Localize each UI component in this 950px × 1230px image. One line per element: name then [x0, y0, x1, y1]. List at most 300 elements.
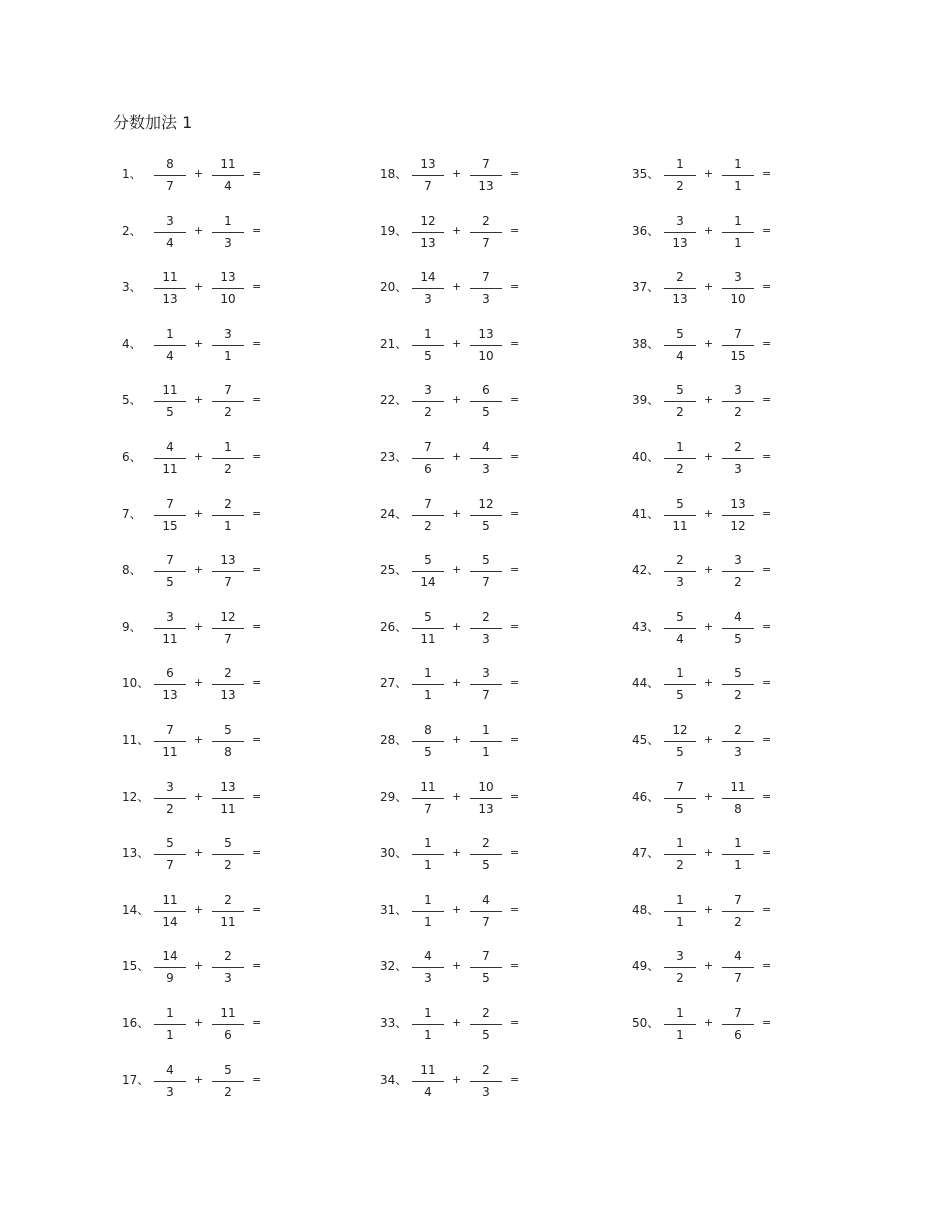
- fraction-bar: [664, 628, 696, 629]
- fraction-numerator: 12: [672, 722, 688, 737]
- plus-sign: +: [194, 902, 204, 916]
- problem-row: [0, 372, 262, 429]
- problem-number: 13、: [122, 846, 150, 861]
- problem-number: 29、: [380, 789, 408, 804]
- fraction-addend-1: [412, 833, 444, 873]
- equals-sign: =: [762, 223, 772, 237]
- fraction-bar: [470, 628, 502, 629]
- equals-sign: =: [762, 280, 772, 294]
- fraction-addend-2: [212, 550, 244, 590]
- problem-row: [258, 486, 520, 543]
- fraction-addend-1: [412, 1060, 444, 1100]
- fraction-denominator: 2: [424, 405, 432, 420]
- problem-number: 47、: [632, 846, 660, 861]
- fraction-numerator: 11: [420, 1062, 436, 1077]
- fraction-addend-1: [412, 1003, 444, 1043]
- fraction-addend-2: [722, 890, 754, 930]
- fraction-denominator: 7: [166, 179, 174, 193]
- problem-number: 4、: [122, 336, 142, 351]
- fraction-denominator: 3: [224, 235, 232, 250]
- fraction-bar: [154, 967, 186, 968]
- fraction-bar: [470, 175, 502, 176]
- fraction-numerator: 11: [162, 383, 178, 398]
- fraction-denominator: 3: [424, 971, 432, 986]
- problem-row: [258, 882, 520, 939]
- fraction-denominator: 1: [482, 744, 490, 759]
- fraction-bar: [722, 458, 754, 459]
- fraction-numerator: 7: [734, 892, 742, 907]
- fraction-bar: [722, 232, 754, 233]
- equals-sign: =: [510, 167, 520, 180]
- fraction-addend-1: [412, 663, 444, 703]
- fraction-addend-1: [154, 437, 186, 477]
- fraction-numerator: 5: [676, 496, 684, 511]
- fraction-denominator: 7: [424, 179, 432, 193]
- fraction-numerator: 13: [420, 157, 436, 171]
- fraction-addend-1: [154, 720, 186, 760]
- equals-sign: =: [510, 280, 520, 294]
- equals-sign: =: [762, 449, 772, 463]
- plus-sign: +: [194, 1015, 204, 1029]
- problem-number: 28、: [380, 732, 408, 747]
- equals-sign: =: [252, 167, 262, 180]
- fraction-denominator: 3: [166, 1084, 174, 1099]
- fraction-denominator: 7: [482, 688, 490, 703]
- fraction-bar: [212, 515, 244, 516]
- fraction-addend-2: [470, 663, 502, 703]
- problem-number: 45、: [632, 732, 660, 747]
- equals-sign: =: [762, 902, 772, 916]
- fraction-bar: [154, 741, 186, 742]
- fraction-denominator: 8: [734, 801, 742, 816]
- problem-number: 34、: [380, 1072, 408, 1087]
- problem-row: [510, 882, 772, 939]
- problem-number: 15、: [122, 959, 150, 974]
- fraction-numerator: 2: [224, 496, 232, 511]
- fraction-bar: [154, 798, 186, 799]
- plus-sign: +: [704, 280, 714, 294]
- fraction-bar: [722, 854, 754, 855]
- problem-row: [258, 712, 520, 769]
- fraction-numerator: 5: [676, 383, 684, 398]
- fraction-denominator: 15: [730, 348, 746, 363]
- fraction-addend-2: [722, 720, 754, 760]
- fraction-addend-2: [470, 1003, 502, 1043]
- fraction-addend-1: [412, 267, 444, 307]
- problem-row: [510, 825, 772, 882]
- fraction-addend-2: [470, 890, 502, 930]
- fraction-bar: [154, 175, 186, 176]
- fraction-numerator: 2: [224, 666, 232, 681]
- plus-sign: +: [452, 846, 462, 860]
- fraction-denominator: 11: [162, 631, 178, 646]
- fraction-bar: [212, 684, 244, 685]
- fraction-addend-1: [154, 607, 186, 647]
- fraction-addend-1: [412, 437, 444, 477]
- fraction-numerator: 7: [166, 553, 174, 568]
- equals-sign: =: [252, 619, 262, 633]
- fraction-numerator: 2: [734, 722, 742, 737]
- fraction-numerator: 1: [424, 836, 432, 851]
- fraction-numerator: 8: [424, 722, 432, 737]
- problem-row: [510, 486, 772, 543]
- fraction-addend-2: [212, 946, 244, 986]
- fraction-numerator: 12: [220, 609, 236, 624]
- fraction-bar: [664, 401, 696, 402]
- fraction-addend-1: [412, 380, 444, 420]
- fraction-addend-2: [470, 607, 502, 647]
- fraction-denominator: 7: [734, 971, 742, 986]
- equals-sign: =: [510, 449, 520, 463]
- fraction-numerator: 5: [676, 609, 684, 624]
- fraction-addend-2: [212, 211, 244, 251]
- fraction-addend-2: [470, 1060, 502, 1100]
- fraction-numerator: 4: [166, 439, 174, 454]
- fraction-numerator: 1: [424, 1005, 432, 1020]
- fraction-bar: [412, 798, 444, 799]
- problem-row: [510, 372, 772, 429]
- fraction-addend-1: [664, 663, 696, 703]
- equals-sign: =: [252, 676, 262, 690]
- fraction-denominator: 4: [224, 179, 232, 193]
- fraction-bar: [212, 232, 244, 233]
- plus-sign: +: [194, 506, 204, 520]
- fraction-denominator: 3: [482, 1084, 490, 1099]
- plus-sign: +: [194, 619, 204, 633]
- fraction-numerator: 1: [676, 836, 684, 851]
- fraction-denominator: 1: [424, 858, 432, 873]
- plus-sign: +: [194, 393, 204, 407]
- problem-row: [510, 995, 772, 1052]
- fraction-numerator: 2: [482, 609, 490, 624]
- fraction-denominator: 11: [162, 744, 178, 759]
- fraction-bar: [664, 345, 696, 346]
- fraction-numerator: 1: [734, 157, 742, 171]
- fraction-addend-2: [212, 890, 244, 930]
- problem-number: 11、: [122, 732, 150, 747]
- fraction-denominator: 7: [482, 914, 490, 929]
- fraction-addend-2: [212, 720, 244, 760]
- problem-row: [0, 1052, 262, 1109]
- problem-number: 7、: [122, 506, 142, 521]
- fraction-denominator: 2: [224, 1084, 232, 1099]
- plus-sign: +: [452, 902, 462, 916]
- fraction-numerator: 6: [482, 383, 490, 398]
- fraction-denominator: 12: [730, 518, 746, 533]
- fraction-bar: [722, 741, 754, 742]
- fraction-addend-1: [154, 663, 186, 703]
- fraction-addend-1: [412, 890, 444, 930]
- fraction-bar: [154, 1024, 186, 1025]
- problem-number: 36、: [632, 223, 660, 238]
- equals-sign: =: [510, 393, 520, 407]
- fraction-denominator: 2: [676, 461, 684, 476]
- plus-sign: +: [704, 167, 714, 180]
- fraction-numerator: 1: [424, 326, 432, 341]
- fraction-numerator: 1: [676, 1005, 684, 1020]
- fraction-bar: [154, 1081, 186, 1082]
- fraction-denominator: 1: [424, 914, 432, 929]
- fraction-denominator: 2: [676, 971, 684, 986]
- fraction-denominator: 1: [734, 179, 742, 193]
- fraction-denominator: 2: [166, 801, 174, 816]
- fraction-denominator: 4: [424, 1084, 432, 1099]
- equals-sign: =: [252, 846, 262, 860]
- problem-number: 12、: [122, 789, 150, 804]
- problem-number: 10、: [122, 676, 150, 691]
- fraction-numerator: 3: [482, 666, 490, 681]
- fraction-bar: [154, 571, 186, 572]
- fraction-addend-2: [212, 154, 244, 194]
- plus-sign: +: [194, 732, 204, 746]
- fraction-numerator: 11: [220, 1005, 236, 1020]
- fraction-bar: [664, 458, 696, 459]
- fraction-bar: [722, 288, 754, 289]
- problem-row: [258, 825, 520, 882]
- fraction-addend-2: [470, 946, 502, 986]
- fraction-numerator: 2: [224, 892, 232, 907]
- fraction-numerator: 2: [482, 1005, 490, 1020]
- equals-sign: =: [762, 506, 772, 520]
- fraction-numerator: 3: [424, 383, 432, 398]
- fraction-addend-2: [722, 380, 754, 420]
- equals-sign: =: [252, 1072, 262, 1086]
- fraction-denominator: 13: [162, 688, 178, 703]
- plus-sign: +: [704, 563, 714, 577]
- plus-sign: +: [452, 676, 462, 690]
- problem-number: 20、: [380, 280, 408, 295]
- problem-row: [510, 259, 772, 316]
- plus-sign: +: [704, 1015, 714, 1029]
- fraction-addend-2: [212, 380, 244, 420]
- fraction-denominator: 6: [224, 1027, 232, 1042]
- fraction-denominator: 2: [676, 179, 684, 193]
- fraction-denominator: 5: [424, 348, 432, 363]
- fraction-numerator: 14: [162, 949, 178, 964]
- fraction-addend-1: [154, 494, 186, 534]
- fraction-bar: [722, 628, 754, 629]
- fraction-bar: [412, 854, 444, 855]
- fraction-addend-1: [664, 380, 696, 420]
- fraction-bar: [470, 967, 502, 968]
- problem-number: 5、: [122, 393, 142, 408]
- fraction-bar: [412, 515, 444, 516]
- fraction-denominator: 13: [478, 801, 494, 816]
- fraction-addend-1: [412, 550, 444, 590]
- fraction-addend-1: [154, 324, 186, 364]
- plus-sign: +: [194, 336, 204, 350]
- problem-number: 19、: [380, 223, 408, 238]
- fraction-numerator: 13: [220, 553, 236, 568]
- fraction-bar: [470, 288, 502, 289]
- fraction-bar: [664, 798, 696, 799]
- fraction-numerator: 11: [162, 270, 178, 285]
- plus-sign: +: [704, 902, 714, 916]
- fraction-addend-2: [212, 1003, 244, 1043]
- fraction-denominator: 1: [676, 914, 684, 929]
- fraction-numerator: 5: [424, 609, 432, 624]
- fraction-bar: [154, 854, 186, 855]
- problem-number: 48、: [632, 902, 660, 917]
- fraction-denominator: 5: [424, 744, 432, 759]
- fraction-numerator: 7: [166, 496, 174, 511]
- problem-number: 32、: [380, 959, 408, 974]
- problem-number: 2、: [122, 223, 142, 238]
- fraction-bar: [412, 1024, 444, 1025]
- problem-row: [258, 938, 520, 995]
- problem-row: [510, 429, 772, 486]
- fraction-addend-2: [212, 494, 244, 534]
- equals-sign: =: [252, 449, 262, 463]
- fraction-addend-1: [412, 720, 444, 760]
- fraction-denominator: 5: [166, 405, 174, 420]
- fraction-numerator: 1: [734, 213, 742, 228]
- fraction-numerator: 13: [730, 496, 746, 511]
- fraction-bar: [412, 175, 444, 176]
- problem-row: [258, 769, 520, 826]
- problem-row: [0, 542, 262, 599]
- fraction-denominator: 9: [166, 971, 174, 986]
- fraction-numerator: 3: [734, 553, 742, 568]
- fraction-numerator: 4: [482, 892, 490, 907]
- fraction-denominator: 5: [482, 971, 490, 986]
- problem-number: 17、: [122, 1072, 150, 1087]
- fraction-bar: [412, 628, 444, 629]
- fraction-denominator: 3: [734, 744, 742, 759]
- equals-sign: =: [510, 789, 520, 803]
- plus-sign: +: [704, 393, 714, 407]
- fraction-denominator: 6: [424, 461, 432, 476]
- fraction-addend-2: [722, 154, 754, 194]
- fraction-bar: [722, 345, 754, 346]
- problem-row: [0, 486, 262, 543]
- plus-sign: +: [704, 676, 714, 690]
- fraction-denominator: 5: [482, 858, 490, 873]
- plus-sign: +: [704, 619, 714, 633]
- fraction-numerator: 11: [420, 779, 436, 794]
- fraction-numerator: 1: [734, 836, 742, 851]
- fraction-bar: [212, 1081, 244, 1082]
- equals-sign: =: [252, 393, 262, 407]
- fraction-numerator: 1: [676, 892, 684, 907]
- problem-number: 9、: [122, 619, 142, 634]
- fraction-numerator: 1: [224, 439, 232, 454]
- fraction-bar: [212, 854, 244, 855]
- fraction-bar: [154, 401, 186, 402]
- fraction-denominator: 2: [224, 858, 232, 873]
- fraction-numerator: 3: [676, 213, 684, 228]
- equals-sign: =: [252, 336, 262, 350]
- equals-sign: =: [510, 619, 520, 633]
- fraction-numerator: 13: [478, 326, 494, 341]
- fraction-bar: [470, 1024, 502, 1025]
- problem-number: 39、: [632, 393, 660, 408]
- fraction-numerator: 5: [224, 722, 232, 737]
- fraction-addend-1: [412, 946, 444, 986]
- plus-sign: +: [452, 393, 462, 407]
- fraction-bar: [212, 911, 244, 912]
- fraction-addend-2: [470, 833, 502, 873]
- fraction-denominator: 2: [224, 405, 232, 420]
- plus-sign: +: [194, 449, 204, 463]
- fraction-denominator: 2: [734, 688, 742, 703]
- fraction-numerator: 2: [224, 949, 232, 964]
- fraction-numerator: 6: [166, 666, 174, 681]
- fraction-addend-1: [412, 154, 444, 194]
- fraction-bar: [412, 345, 444, 346]
- problem-row: [510, 203, 772, 260]
- fraction-addend-2: [722, 267, 754, 307]
- problem-number: 16、: [122, 1015, 150, 1030]
- fraction-bar: [722, 401, 754, 402]
- fraction-addend-1: [154, 890, 186, 930]
- problem-column-1: [0, 146, 262, 1108]
- fraction-denominator: 2: [224, 461, 232, 476]
- fraction-addend-1: [154, 1003, 186, 1043]
- fraction-bar: [412, 288, 444, 289]
- problem-row: [0, 316, 262, 373]
- problem-number: 42、: [632, 563, 660, 578]
- fraction-addend-1: [664, 1003, 696, 1043]
- fraction-addend-1: [154, 833, 186, 873]
- fraction-addend-2: [212, 1060, 244, 1100]
- fraction-addend-2: [212, 437, 244, 477]
- problem-row: [0, 146, 262, 203]
- fraction-numerator: 1: [424, 666, 432, 681]
- fraction-bar: [722, 967, 754, 968]
- equals-sign: =: [510, 506, 520, 520]
- fraction-bar: [664, 1024, 696, 1025]
- problem-row: [510, 938, 772, 995]
- fraction-numerator: 5: [224, 1062, 232, 1077]
- fraction-addend-1: [664, 946, 696, 986]
- fraction-denominator: 10: [220, 292, 236, 307]
- equals-sign: =: [762, 789, 772, 803]
- fraction-addend-1: [154, 946, 186, 986]
- fraction-denominator: 3: [734, 461, 742, 476]
- problem-number: 43、: [632, 619, 660, 634]
- problem-row: [0, 259, 262, 316]
- fraction-denominator: 5: [166, 575, 174, 590]
- fraction-denominator: 10: [730, 292, 746, 307]
- fraction-addend-2: [722, 550, 754, 590]
- fraction-bar: [212, 571, 244, 572]
- fraction-numerator: 1: [166, 1005, 174, 1020]
- fraction-addend-2: [470, 380, 502, 420]
- problem-number: 30、: [380, 846, 408, 861]
- fraction-bar: [154, 628, 186, 629]
- plus-sign: +: [452, 223, 462, 237]
- problem-number: 24、: [380, 506, 408, 521]
- fraction-addend-1: [664, 154, 696, 194]
- fraction-bar: [412, 401, 444, 402]
- fraction-denominator: 5: [734, 631, 742, 646]
- fraction-denominator: 7: [224, 575, 232, 590]
- fraction-bar: [154, 345, 186, 346]
- fraction-denominator: 13: [672, 235, 688, 250]
- equals-sign: =: [510, 846, 520, 860]
- equals-sign: =: [762, 336, 772, 350]
- fraction-bar: [664, 854, 696, 855]
- fraction-numerator: 11: [220, 157, 236, 171]
- fraction-denominator: 7: [166, 858, 174, 873]
- fraction-numerator: 2: [482, 213, 490, 228]
- fraction-numerator: 3: [224, 326, 232, 341]
- equals-sign: =: [510, 1072, 520, 1086]
- fraction-bar: [470, 684, 502, 685]
- fraction-denominator: 1: [734, 235, 742, 250]
- fraction-numerator: 11: [162, 892, 178, 907]
